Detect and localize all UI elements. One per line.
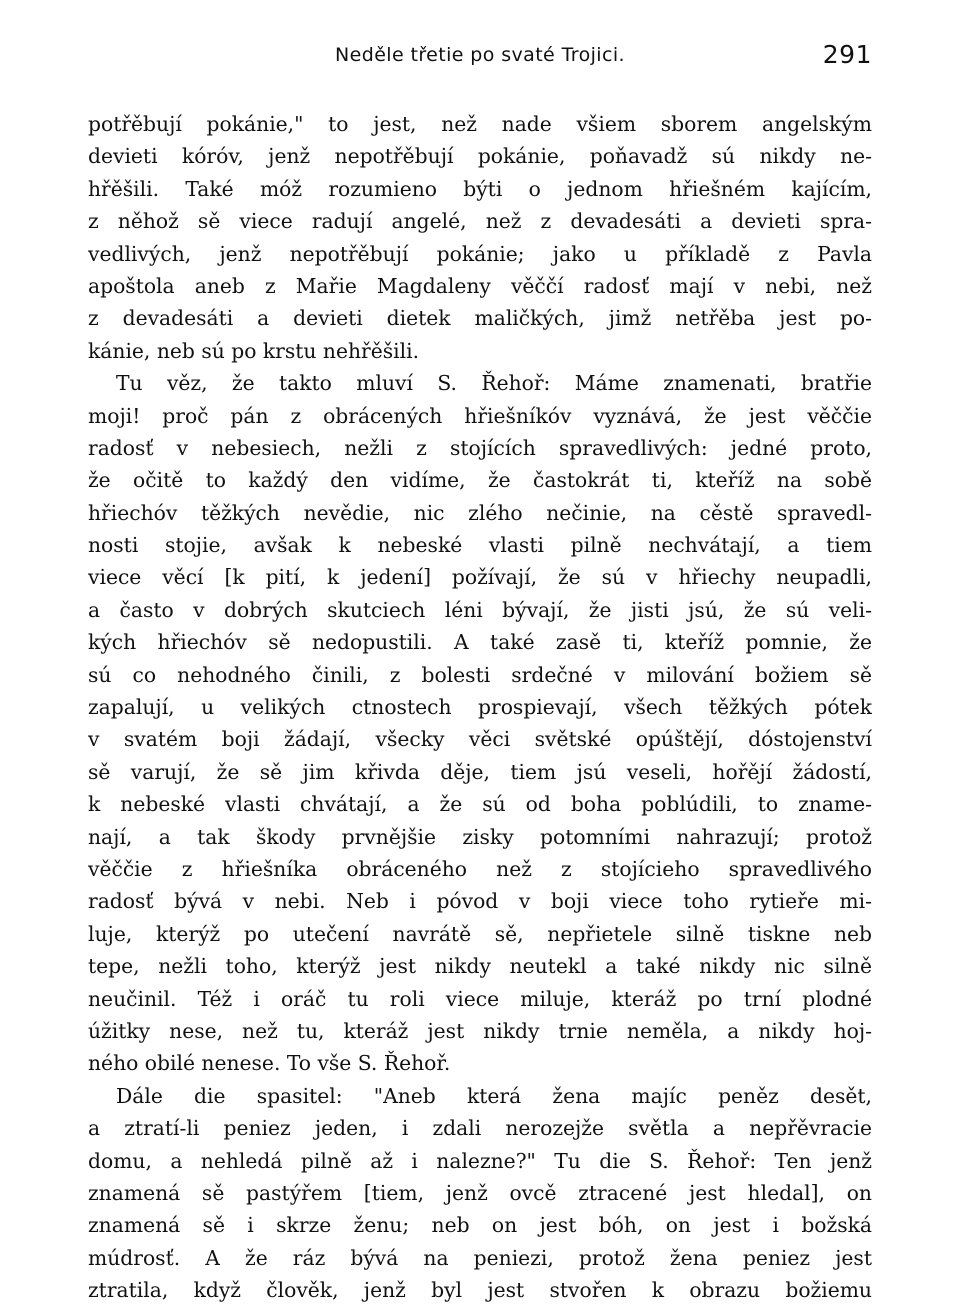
paragraph-start-line: Tu věz, že takto mluví S. Řehoř: Máme znamenati, bratřie [116, 371, 872, 396]
paragraph-start-line: Dále die spasitel: "Aneb která žena majíc peněz desět, [116, 1083, 872, 1108]
text-line: radosť v nebesiech, nežli z stojících spravedlivých: jedné proto, [88, 435, 872, 460]
text-line: neučinil. Též i oráč tu roli viece miluje, kteráž po trní plodné [88, 986, 872, 1011]
text-line: viece věcí [k pití, k jedení] požívají, že sú v hřiechy neupadli, [88, 565, 872, 590]
text-line: a často v dobrých skutciech léni bývají, že jisti jsú, že sú veli- [88, 597, 872, 622]
text-line: věččie z hřiešníka obráceného než z stojícieho spravedlivého [88, 856, 872, 881]
text-line: sú co nehodného činili, z bolesti srdečné v milování božiem sě [88, 662, 872, 687]
text-line: hřěšili. Také móž rozumieno býti o jednom hřiešném kajícím, [88, 176, 872, 201]
text-line: znamená sě pastýřem [tiem, jenž ovcě ztracené jest hledal], on [88, 1180, 872, 1205]
text-line: apoštola aneb z Mařie Magdaleny věččí radosť mají v nebi, než [88, 273, 872, 298]
text-line: potřěbují pokánie," to jest, než nade všiem sborem angelským [88, 112, 872, 136]
text-line: ztratila, když člověk, jenž byl jest stvořen k obrazu božiemu [88, 1278, 872, 1303]
text-line: k nebeské vlasti chvátají, a že sú od boha poblúdili, to zname- [88, 792, 872, 817]
text-line: múdrosť. A že ráz bývá na peniezi, protož žena peniez jest [88, 1245, 872, 1270]
text-line: že očitě to každý den vidíme, že častokrát ti, kteříž na sobě [88, 468, 872, 493]
text-line: luje, kterýž po utečení navrátě sě, nepřietele silně tiskne neb [88, 921, 872, 946]
text-line: nosti stojie, avšak k nebeské vlasti pilně nechvátají, a tiem [88, 533, 872, 558]
text-line: moji! proč pán z obrácených hřiešníkóv vyznává, že jest věččie [88, 403, 872, 428]
text-line: radosť bývá v nebi. Neb i póvod v boji viece toho rytieře mi- [88, 889, 872, 914]
paragraph-end-line: ného obilé nenese. To vše S. Řehoř. [88, 1051, 451, 1076]
running-head [88, 36, 872, 76]
text-line: devieti kóróv, jenž nepotřěbují pokánie, poňavadž sú nikdy ne- [88, 144, 872, 169]
text-line: vedlivých, jenž nepotřěbují pokánie; jako u příkladě z Pavla [88, 241, 872, 266]
text-line: domu, a nehledá pilně až i nalezne?" Tu die S. Řehoř: Ten jenž [88, 1148, 872, 1173]
text-line: kých hřiechóv sě nedopustili. A také zasě ti, kteříž pomnie, že [88, 630, 872, 655]
text-line: znamená sě i skrze ženu; neb on jest bóh, on jest i božská [88, 1213, 872, 1238]
paragraph-end-line: kánie, neb sú po krstu nehřěšili. [88, 338, 420, 363]
text-line: z něhož sě viece radují angelé, než z devadesáti a devieti spra- [88, 209, 872, 234]
text-line: tepe, nežli toho, kterýž jest nikdy neutekl a také nikdy nic silně [88, 954, 872, 979]
page-number: 291 [822, 40, 872, 69]
text-line: a ztratí-li peniez jeden, i zdali nerozejže světla a nepřěvracie [88, 1116, 872, 1141]
text-line: nají, a tak škody prvnějšie zisky potomními nahrazují; protož [88, 824, 872, 849]
text-line: zapalují, u velikých ctnostech prospievají, všech těžkých pótek [88, 695, 872, 720]
text-line: z devadesáti a devieti dietek maličkých, jimž netřěba jest po- [88, 306, 872, 331]
text-line: sě varují, že sě jim křivda děje, tiem jsú veseli, hořějí žádostí, [88, 759, 872, 784]
text-line: hřiechóv těžkých nevědie, nic zlého nečinie, na cěstě spravedl- [88, 500, 872, 525]
text-line: v svatém boji žádají, všecky věci světské opúštějí, dóstojenství [88, 727, 872, 752]
running-title: Neděle třetie po svaté Trojici. [335, 44, 625, 66]
text-line: úžitky nese, než tu, kteráž jest nikdy trnie neměla, a nikdy hoj- [88, 1018, 872, 1043]
body-text [88, 108, 872, 1306]
